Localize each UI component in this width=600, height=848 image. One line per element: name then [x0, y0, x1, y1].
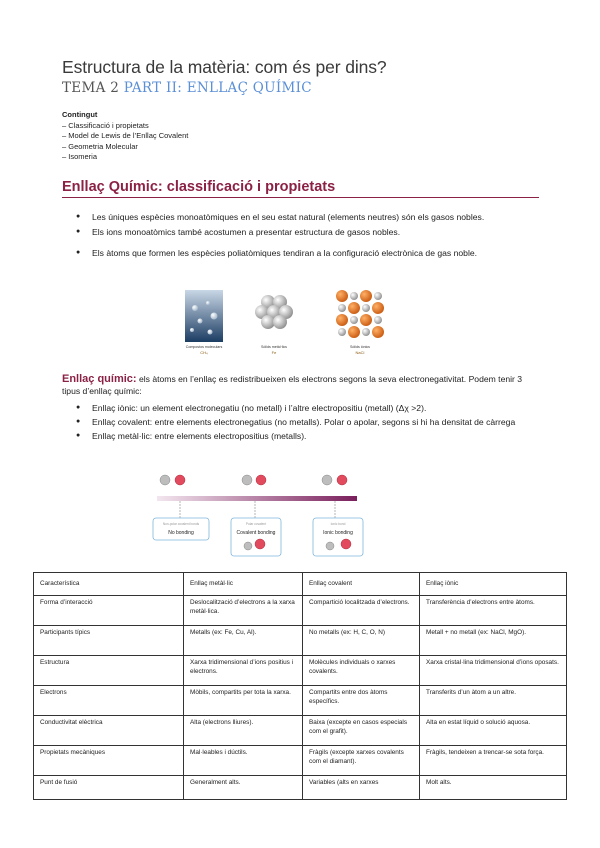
- contents-item: – Classificació i propietats: [62, 120, 149, 130]
- page-title: Estructura de la matèria: com és per dins?: [62, 57, 387, 77]
- section-heading: Enllaç Químic: classificació i propietats: [62, 179, 336, 195]
- table-header-cell: Característica: [34, 573, 184, 596]
- table-cell: Transferència d’electrons entre àtoms.: [420, 596, 567, 626]
- table-cell: Estructura: [34, 656, 184, 686]
- table-header-cell: Enllaç covalent: [303, 573, 420, 596]
- table-cell: Deslocalització d’electrons a la xarxa metàl·lica.: [184, 596, 303, 626]
- contents-item: – Isomeria: [62, 152, 98, 161]
- table-cell: Participants típics: [34, 626, 184, 656]
- table-cell: Compartits entre dos àtoms específics.: [303, 686, 420, 716]
- table-cell: Molècules individuals o xarxes covalents.: [303, 656, 420, 686]
- table-header-cell: Enllaç iònic: [420, 573, 567, 596]
- contents-item: – Model de Lewis de l’Enllaç Covalent: [62, 131, 189, 140]
- table-cell: Fràgils, tendeixen a trencar-se sota força.: [420, 746, 567, 776]
- electronegativity-bar: [157, 496, 357, 501]
- subtitle-topic: TEMA 2: [62, 80, 120, 96]
- table-row: [34, 716, 567, 746]
- bullet-item: ● Els àtoms que formen les espècies poliatòmiques tendiran a la configuració electrònica de gas noble.: [62, 247, 532, 259]
- bullet-item: ● Enllaç iònic: un element electronegatiu (no metall) i l’altre electropositiu (metall) (Δχ >2).: [62, 402, 532, 414]
- table-cell: Xarxa tridimensional d’ions positius i electrons.: [184, 656, 303, 686]
- sublabel-ionic: Ionic bond: [330, 522, 346, 526]
- table-cell: Compartició localitzada d’electrons.: [303, 596, 420, 626]
- ionic-lattice: [336, 290, 384, 338]
- table-cell: Metall + no metall (ex: NaCl, MgO).: [420, 626, 567, 656]
- bullet-item: ● Els ions monoatòmics també acostumen a presentar estructura de gasos nobles.: [62, 226, 532, 238]
- table-cell: Electrons: [34, 686, 184, 716]
- sublabel-covalent: Polar covalent: [245, 522, 267, 526]
- label-no-bonding: No bonding: [168, 530, 194, 536]
- compound-types-illustration: [180, 288, 390, 358]
- sublabel-no-bonding: Non-polar covalent bonds: [162, 522, 200, 526]
- caption-metallic: Sòlids metàl·lics: [261, 345, 287, 349]
- table-row: [34, 596, 567, 626]
- table-cell: Variables (alts en xarxes: [303, 776, 420, 800]
- bond-comparison-table: [33, 572, 567, 800]
- formula-molecular: CH₄: [200, 350, 208, 355]
- caption-molecular: Compostos moleculars: [185, 345, 223, 349]
- caption-ionic: Sòlids iònics: [350, 345, 370, 349]
- table-header-cell: Enllaç metàl·lic: [184, 573, 303, 596]
- table-cell: Punt de fusió: [34, 776, 184, 800]
- chemical-bond-paragraph: [62, 373, 542, 397]
- table-row: [34, 686, 567, 716]
- table-cell: Mòbils, compartits per tota la xarxa.: [184, 686, 303, 716]
- table-cell: No metalls (ex: H, C, O, N): [303, 626, 420, 656]
- table-cell: Forma d’interacció: [34, 596, 184, 626]
- contents-block: [62, 110, 188, 163]
- contents-heading: Contingut: [62, 110, 98, 119]
- table-cell: Fràgils (excepte xarxes covalents com el diamant).: [303, 746, 420, 776]
- table-cell: Mal·leables i dúctils.: [184, 746, 303, 776]
- page-subtitle: [62, 80, 312, 96]
- label-ionic: Ionic bonding: [323, 530, 353, 536]
- formula-metallic: Fe: [271, 350, 277, 355]
- table-cell: Xarxa cristal·lina tridimensional d’ions oposats.: [420, 656, 567, 686]
- table-cell: Generalment alts.: [184, 776, 303, 800]
- table-cell: Conductivitat elèctrica: [34, 716, 184, 746]
- table-cell: Alta en estat líquid o solució aquosa.: [420, 716, 567, 746]
- table-cell: Alta (electrons lliures).: [184, 716, 303, 746]
- table-row: [34, 776, 567, 800]
- table-header-row: [34, 573, 567, 596]
- section-divider: [62, 197, 539, 198]
- chemical-bond-intro: els àtoms en l’enllaç es redistribueixen els electrons segons la seva electronegativitat. Podem tenir 3 tipus d’enllaç químic:: [62, 374, 523, 396]
- table-cell: Metalls (ex: Fe, Cu, Al).: [184, 626, 303, 656]
- table-cell: Transferits d’un àtom a un altre.: [420, 686, 567, 716]
- table-cell: Molt alts.: [420, 776, 567, 800]
- metallic-lattice: [255, 295, 293, 329]
- label-covalent: Covalent bonding: [236, 530, 276, 536]
- table-row: [34, 746, 567, 776]
- formula-ionic: NaCl: [355, 350, 365, 355]
- chemical-bond-keyword: Enllaç químic:: [62, 373, 137, 385]
- table-cell: Baixa (excepte en casos especials com el grafit).: [303, 716, 420, 746]
- subtitle-part: PART II: ENLLAÇ QUÍMIC: [123, 80, 312, 96]
- bullet-item: ● Enllaç metàl·lic: entre elements electropositius (metalls).: [62, 430, 532, 442]
- bullet-item: ● Enllaç covalent: entre elements electronegatius (no metalls). Polar o apolar, segons si hi ha densitat de càrrega: [62, 416, 532, 428]
- bullet-item: ● Les úniques espècies monoatòmiques en el seu estat natural (elements neutres) són els gasos nobles.: [62, 211, 532, 223]
- contents-item: – Geometria Molecular: [62, 141, 138, 151]
- table-cell: Propietats mecàniques: [34, 746, 184, 776]
- section2-bullets: [62, 402, 532, 444]
- table-row: [34, 626, 567, 656]
- table-row: [34, 656, 567, 686]
- bonding-spectrum-diagram: [135, 468, 370, 568]
- section1-bullets: [62, 211, 532, 262]
